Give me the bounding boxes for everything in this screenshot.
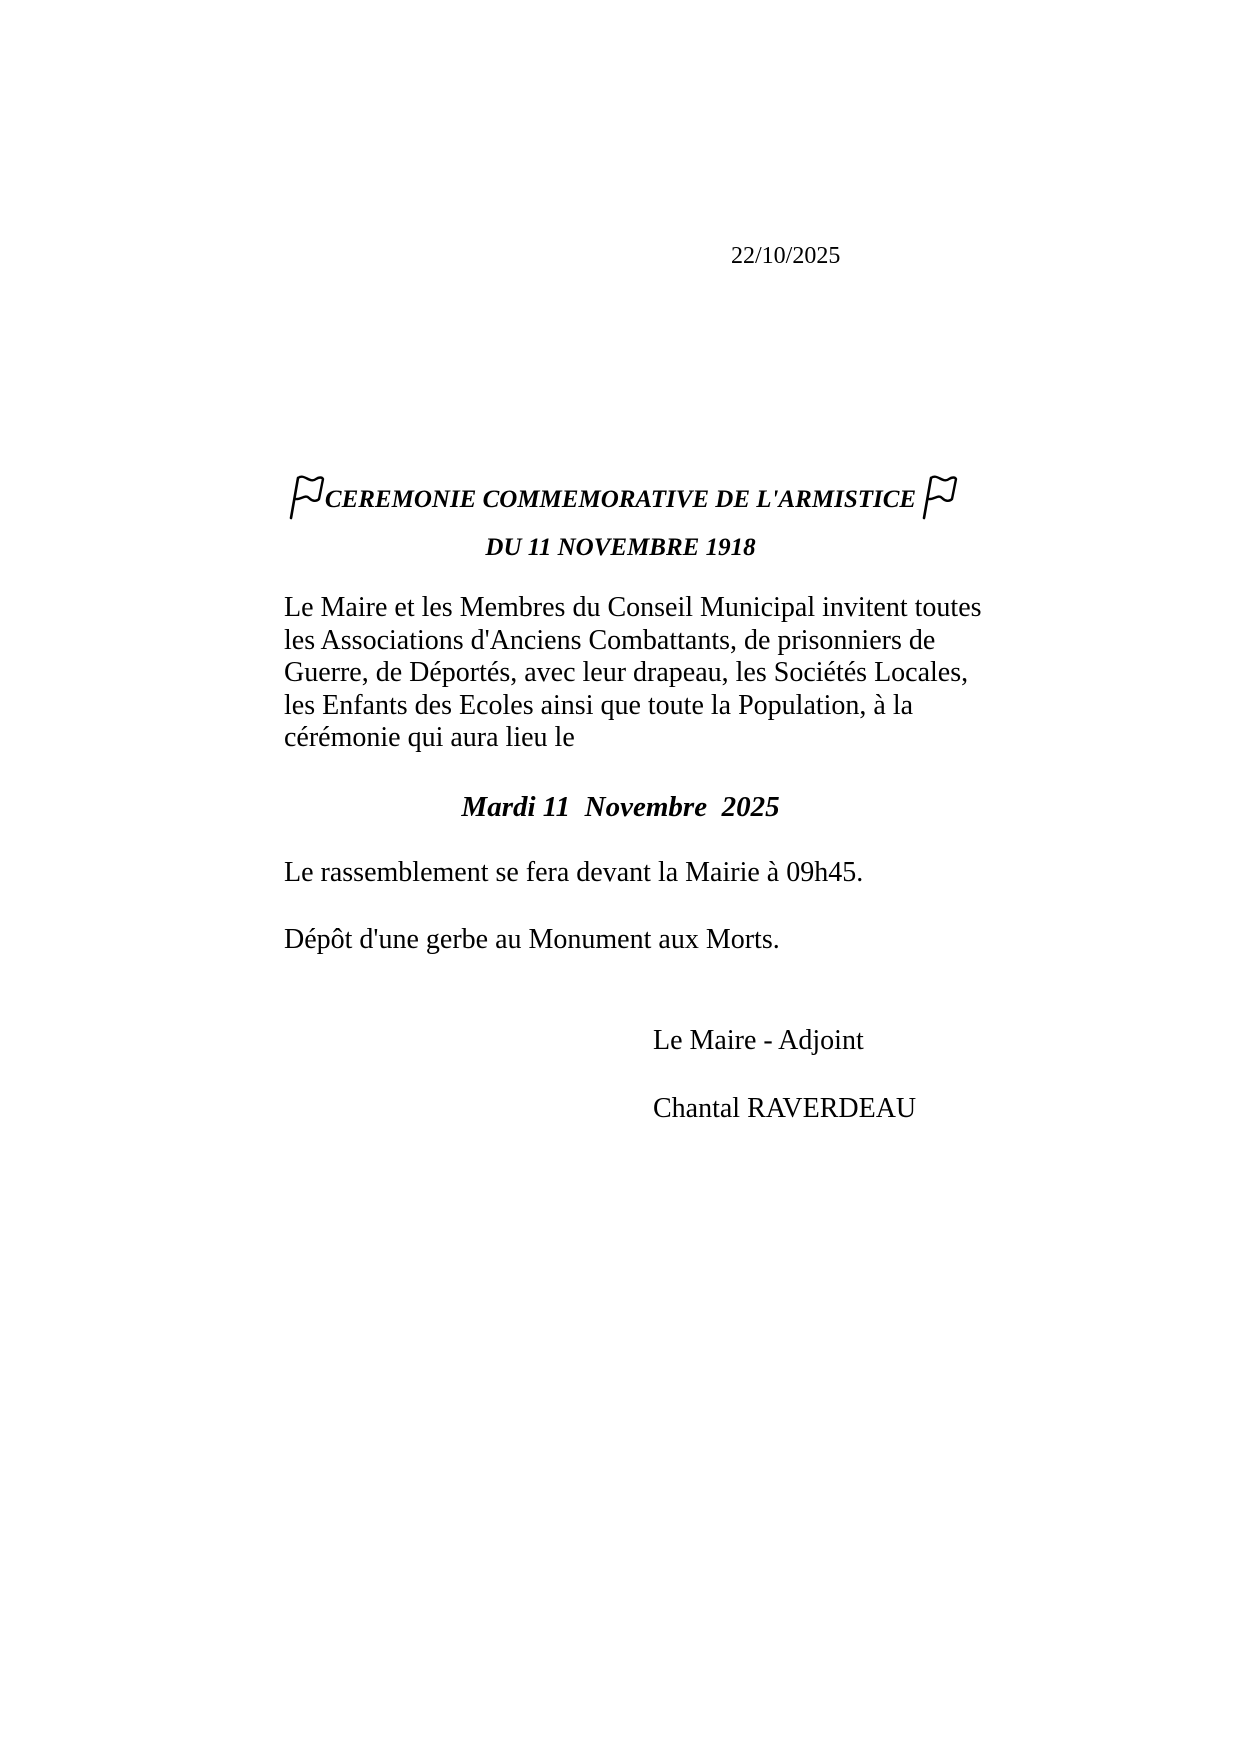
title-text: CEREMONIE COMMEMORATIVE DE L'ARMISTICE bbox=[324, 486, 917, 513]
title-line-2: DU 11 NOVEMBRE 1918 bbox=[485, 534, 756, 561]
title-line-1 bbox=[0, 475, 1241, 525]
assembly-info: Le rassemblement se fera devant la Mairie à 09h45. bbox=[284, 857, 864, 888]
invitation-line: Guerre, de Déportés, avec leur drapeau, les Sociétés Locales, bbox=[284, 657, 969, 688]
document-date: 22/10/2025 bbox=[731, 243, 841, 269]
invitation-paragraph bbox=[284, 592, 1044, 755]
signature-role: Le Maire - Adjoint bbox=[653, 1025, 864, 1056]
invitation-line: les Associations d'Anciens Combattants, de prisonniers de bbox=[284, 624, 936, 656]
signature-name: Chantal RAVERDEAU bbox=[653, 1093, 917, 1124]
invitation-line: les Enfants des Ecoles ainsi que toute la Population, à la bbox=[284, 689, 914, 721]
invitation-line: Le Maire et les Membres du Conseil Municipal invitent toutes bbox=[284, 592, 982, 623]
wreath-info: Dépôt d'une gerbe au Monument aux Morts. bbox=[284, 924, 780, 955]
invitation-line: cérémonie qui aura lieu le bbox=[284, 722, 575, 753]
flag-icon bbox=[283, 472, 325, 522]
flag-icon bbox=[916, 472, 958, 522]
event-date: Mardi 11 Novembre 2025 bbox=[461, 791, 780, 823]
